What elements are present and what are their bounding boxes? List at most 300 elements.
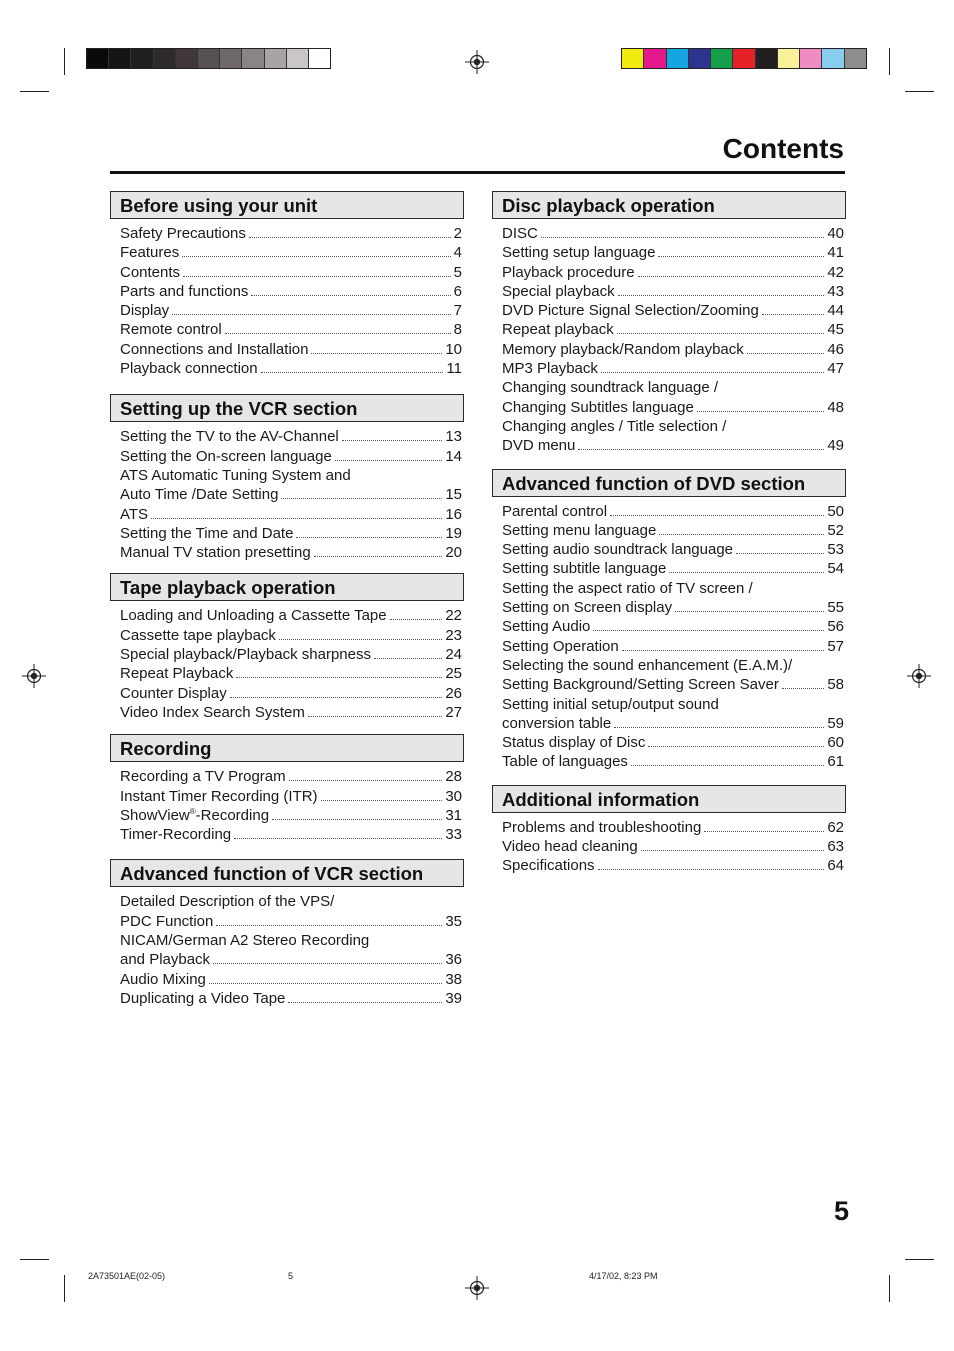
dot-leader <box>675 600 824 612</box>
dot-leader <box>704 820 824 832</box>
toc-section <box>110 859 464 1008</box>
entry-page: 56 <box>827 618 844 636</box>
entry-page: 10 <box>445 340 462 358</box>
entry-label-text: Instant Timer Recording (ITR) <box>120 787 318 805</box>
entry-label-text: Setting menu language <box>502 521 657 539</box>
dot-leader <box>234 827 442 839</box>
crop-mark <box>905 91 934 92</box>
entry-page: 46 <box>827 340 844 358</box>
dot-leader <box>390 608 443 620</box>
toc-entry[interactable] <box>502 398 844 417</box>
entry-label-text: Repeat playback <box>502 321 614 339</box>
entry-label <box>502 224 538 243</box>
entry-list <box>110 762 464 844</box>
entry-page: 64 <box>827 857 844 875</box>
dot-leader <box>659 523 824 535</box>
entry-label <box>502 733 645 752</box>
toc-entry[interactable] <box>120 243 462 262</box>
toc-entry[interactable] <box>502 752 844 771</box>
entry-label-text: conversion table <box>502 714 612 732</box>
toc-entry[interactable] <box>120 767 462 786</box>
toc-entry[interactable] <box>120 301 462 320</box>
entry-label-text: Setting setup language <box>502 244 656 262</box>
entry-label <box>120 626 276 645</box>
toc-entry[interactable] <box>502 243 844 262</box>
page-title: Contents <box>722 133 844 164</box>
entry-page: 4 <box>453 244 462 262</box>
entry-label <box>120 263 180 282</box>
entry-label-text: Specifications <box>502 857 595 875</box>
entry-label <box>120 606 387 625</box>
toc-entry[interactable] <box>120 684 462 703</box>
crop-mark <box>20 91 49 92</box>
entry-page: 20 <box>445 544 462 562</box>
dot-leader <box>614 716 824 728</box>
dot-leader <box>225 322 451 334</box>
swatch <box>265 49 287 68</box>
toc-entry[interactable] <box>120 524 462 543</box>
swatch <box>644 49 666 68</box>
toc-entry[interactable] <box>502 837 844 856</box>
toc-entry[interactable] <box>120 263 462 282</box>
toc-entry[interactable] <box>502 637 844 656</box>
crop-mark <box>889 1275 890 1302</box>
toc-entry[interactable] <box>120 485 462 504</box>
entry-label-text: Setting the On-screen language <box>120 447 332 465</box>
entry-first-line: Selecting the sound enhancement (E.A.M.)/ <box>502 656 793 674</box>
dot-leader <box>321 789 443 801</box>
entry-label <box>120 684 227 703</box>
entry-label-text: Setting the Time and Date <box>120 524 294 542</box>
dot-leader <box>183 265 451 277</box>
swatch <box>154 49 176 68</box>
swatch <box>733 49 755 68</box>
swatch <box>711 49 733 68</box>
swatch <box>667 49 689 68</box>
toc-entry[interactable] <box>502 320 844 339</box>
dot-leader <box>308 705 442 717</box>
entry-label-text: Setting audio soundtrack language <box>502 541 734 559</box>
entry-label-text: Manual TV station presetting <box>120 544 311 562</box>
entry-label <box>502 837 638 856</box>
swatch <box>778 49 800 68</box>
toc-entry[interactable] <box>120 427 462 446</box>
entry-page: 39 <box>445 989 462 1007</box>
entry-label <box>502 340 744 359</box>
toc-entry[interactable] <box>120 359 462 378</box>
entry-page: 40 <box>827 225 844 242</box>
entry-list <box>110 219 464 378</box>
toc-entry[interactable] <box>120 320 462 339</box>
toc-entry[interactable] <box>120 447 462 466</box>
toc-entry[interactable] <box>120 282 462 301</box>
toc-entry[interactable] <box>120 825 462 844</box>
entry-label-text: Playback procedure <box>502 263 635 281</box>
entry-page: 44 <box>827 302 844 320</box>
entry-page: 15 <box>445 486 462 504</box>
entry-page: 62 <box>827 818 844 836</box>
dot-leader <box>296 526 442 538</box>
entry-label-text: Loading and Unloading a Cassette Tape <box>120 607 387 625</box>
entry-label-text: Table of languages <box>502 753 628 771</box>
entry-label-text: Changing Subtitles language <box>502 398 694 416</box>
entry-label <box>502 301 759 320</box>
section-heading: Setting up the VCR section <box>110 394 464 422</box>
entry-label <box>502 320 614 339</box>
entry-first-line: Changing soundtrack language / <box>502 379 718 397</box>
entry-page: 63 <box>827 838 844 856</box>
toc-entry[interactable] <box>502 263 844 282</box>
entry-page: 54 <box>827 560 844 578</box>
dot-leader <box>281 487 442 499</box>
swatch <box>242 49 264 68</box>
dot-leader <box>762 303 825 315</box>
dot-leader <box>598 858 825 870</box>
dot-leader <box>251 284 450 296</box>
entry-label <box>502 282 615 301</box>
entry-page: 24 <box>445 646 462 664</box>
entry-label <box>502 752 628 771</box>
entry-label-text: Video Index Search System <box>120 703 305 721</box>
toc-entry[interactable] <box>502 714 844 733</box>
swatch <box>131 49 153 68</box>
entry-page: 49 <box>827 437 844 455</box>
entry-label-text: Safety Precautions <box>120 225 246 242</box>
entry-list <box>110 422 464 562</box>
section-heading: Additional information <box>492 785 846 813</box>
entry-label-text: and Playback <box>120 951 211 969</box>
dot-leader <box>617 322 825 334</box>
dot-leader <box>736 542 824 554</box>
entry-page: 43 <box>827 282 844 300</box>
entry-label <box>120 703 305 722</box>
entry-label-text: Playback connection <box>120 360 258 378</box>
entry-label <box>502 263 635 282</box>
entry-page: 7 <box>453 302 462 320</box>
entry-label <box>120 806 269 825</box>
toc-entry[interactable] <box>502 436 844 455</box>
dot-leader <box>747 342 825 354</box>
toc-entry[interactable] <box>120 912 462 931</box>
entry-label <box>502 502 607 521</box>
entry-label <box>120 301 169 320</box>
entry-first-line: Setting the aspect ratio of TV screen / <box>502 579 753 597</box>
entry-label-text: Setting Operation <box>502 637 619 655</box>
entry-page: 38 <box>445 970 462 988</box>
swatch <box>309 49 330 68</box>
entry-page: 8 <box>453 321 462 339</box>
dot-leader <box>697 400 824 412</box>
toc-entry[interactable] <box>502 617 844 636</box>
entry-label-text: Setting the TV to the AV-Channel <box>120 428 339 446</box>
section-heading: Advanced function of VCR section <box>110 859 464 887</box>
entry-page: 35 <box>445 912 462 930</box>
dot-leader <box>289 769 443 781</box>
entry-page: 58 <box>827 676 844 694</box>
registration-mark-icon <box>465 1276 489 1300</box>
toc-entry[interactable] <box>120 645 462 664</box>
crop-mark <box>889 48 890 75</box>
footer-doc-code: 2A73501AE(02-05) <box>88 1271 166 1281</box>
toc-entry[interactable] <box>120 626 462 645</box>
entry-label-text: Parental control <box>502 502 608 520</box>
entry-label <box>120 505 148 524</box>
entry-label <box>502 598 672 617</box>
dot-leader <box>182 245 450 257</box>
dot-leader <box>610 504 824 516</box>
entry-label <box>502 398 694 417</box>
toc-right-column <box>492 191 846 876</box>
registration-mark-icon <box>465 50 489 74</box>
entry-list <box>110 887 464 1008</box>
entry-page: 26 <box>445 684 462 702</box>
entry-list <box>492 219 846 456</box>
swatch <box>800 49 822 68</box>
entry-label-text: ShowView <box>120 806 190 824</box>
dot-leader <box>631 754 824 766</box>
toc-entry[interactable] <box>120 703 462 722</box>
entry-page: 31 <box>445 806 462 824</box>
toc-entry[interactable] <box>502 598 844 617</box>
dot-leader <box>151 507 442 519</box>
entry-label-text: Memory playback/Random playback <box>502 340 744 358</box>
entry-page: 13 <box>445 428 462 446</box>
entry-label <box>120 359 258 378</box>
toc-entry[interactable] <box>502 733 844 752</box>
toc-entry[interactable] <box>120 340 462 359</box>
entry-label <box>120 664 233 683</box>
toc-entry[interactable] <box>502 559 844 578</box>
toc-entry[interactable] <box>502 301 844 320</box>
entry-label-suffix: -Recording <box>195 806 270 824</box>
dot-leader <box>618 284 825 296</box>
entry-label <box>502 637 619 656</box>
entry-label <box>120 485 278 504</box>
entry-label-text: Features <box>120 244 180 262</box>
toc-entry[interactable] <box>120 505 462 524</box>
dot-leader <box>230 686 443 698</box>
dot-leader <box>314 545 443 557</box>
entry-label-text: DVD Picture Signal Selection/Zooming <box>502 302 759 320</box>
section-heading: Tape playback operation <box>110 573 464 601</box>
entry-label <box>120 243 179 262</box>
entry-label-text: Display <box>120 302 170 320</box>
toc-entry[interactable] <box>502 675 844 694</box>
entry-label <box>120 912 213 931</box>
dot-leader <box>311 342 442 354</box>
entry-label <box>120 447 332 466</box>
entry-page: 5 <box>453 263 462 281</box>
entry-label-text: PDC Function <box>120 912 214 930</box>
dot-leader <box>335 449 443 461</box>
entry-label-text: Parts and functions <box>120 282 249 300</box>
entry-page: 2 <box>453 225 462 242</box>
toc-entry[interactable] <box>502 224 844 243</box>
toc-entry[interactable] <box>120 664 462 683</box>
entry-label-text: Setting on Screen display <box>502 599 673 617</box>
entry-first-line: NICAM/German A2 Stereo Recording <box>120 932 370 950</box>
dot-leader <box>638 265 825 277</box>
entry-label-text: Timer-Recording <box>120 826 232 844</box>
toc-entry[interactable] <box>120 224 462 243</box>
entry-page: 33 <box>445 826 462 844</box>
dot-leader <box>249 226 451 238</box>
toc-section <box>110 573 464 722</box>
toc-entry[interactable] <box>120 787 462 806</box>
entry-page: 57 <box>827 637 844 655</box>
entry-label-text: Duplicating a Video Tape <box>120 989 286 1007</box>
page-number: 5 <box>834 1196 850 1226</box>
toc-entry[interactable] <box>502 540 844 559</box>
toc-entry[interactable] <box>502 340 844 359</box>
entry-label-text: Setting subtitle language <box>502 560 667 578</box>
entry-page: 14 <box>445 447 462 465</box>
entry-page: 53 <box>827 541 844 559</box>
dot-leader <box>658 245 824 257</box>
dot-leader <box>279 628 442 640</box>
toc-section <box>110 394 464 562</box>
entry-list <box>492 813 846 876</box>
swatch <box>287 49 309 68</box>
entry-list <box>492 497 846 772</box>
toc-section <box>492 785 846 876</box>
entry-label <box>502 540 733 559</box>
entry-label <box>502 675 779 694</box>
entry-label-text: Special playback <box>502 282 615 300</box>
dot-leader <box>648 735 824 747</box>
entry-label <box>120 970 206 989</box>
toc-section <box>492 191 846 456</box>
swatch <box>220 49 242 68</box>
entry-page: 11 <box>446 360 462 378</box>
toc-section <box>110 191 464 378</box>
toc-entry[interactable] <box>120 606 462 625</box>
crop-mark <box>20 1259 49 1260</box>
entry-label-text: Counter Display <box>120 684 227 702</box>
entry-label-text: Audio Mixing <box>120 970 206 988</box>
entry-page: 60 <box>827 734 844 752</box>
grayscale-calibration-bar <box>86 48 331 69</box>
toc-entry[interactable] <box>502 282 844 301</box>
entry-label-text: Video head cleaning <box>502 838 638 856</box>
footer-timestamp: 4/17/02, 8:23 PM <box>589 1271 658 1281</box>
toc-entry[interactable] <box>120 989 462 1008</box>
toc-entry[interactable] <box>502 818 844 837</box>
section-heading: Recording <box>110 734 464 762</box>
toc-entry[interactable] <box>120 806 462 825</box>
registration-mark-icon <box>22 664 46 688</box>
dot-leader <box>601 361 824 373</box>
entry-label <box>120 340 308 359</box>
footer-page: 5 <box>288 1271 294 1281</box>
swatch <box>845 49 866 68</box>
registered-mark: ® <box>189 806 196 816</box>
entry-first-line: Setting initial setup/output sound <box>502 695 719 713</box>
toc-section <box>492 469 846 772</box>
swatch <box>176 49 198 68</box>
entry-page: 28 <box>445 768 462 786</box>
entry-label <box>120 543 311 562</box>
swatch <box>87 49 109 68</box>
entry-page: 47 <box>827 360 844 378</box>
entry-page: 22 <box>445 607 462 625</box>
dot-leader <box>593 619 824 631</box>
entry-label <box>502 818 701 837</box>
entry-page: 41 <box>827 244 844 262</box>
entry-label <box>502 521 656 540</box>
entry-label <box>502 856 595 875</box>
dot-leader <box>261 361 444 373</box>
entry-label <box>120 320 222 339</box>
dot-leader <box>272 808 442 820</box>
toc-entry[interactable] <box>502 502 844 521</box>
entry-label <box>502 436 575 455</box>
entry-page: 25 <box>445 665 462 683</box>
dot-leader <box>374 647 442 659</box>
entry-label-text: Setting Audio <box>502 618 591 636</box>
dot-leader <box>578 438 824 450</box>
entry-page: 19 <box>445 524 462 542</box>
entry-label-text: Auto Time /Date Setting <box>120 486 279 504</box>
entry-page: 61 <box>827 753 844 771</box>
toc-entry[interactable] <box>120 543 462 562</box>
entry-label <box>502 243 655 262</box>
entry-page: 27 <box>445 703 462 721</box>
entry-page: 16 <box>445 505 462 523</box>
entry-label-text: DISC <box>502 225 538 242</box>
dot-leader <box>342 429 443 441</box>
entry-label <box>502 714 611 733</box>
entry-page: 42 <box>827 263 844 281</box>
dot-leader <box>216 914 442 926</box>
registration-mark-icon <box>907 664 931 688</box>
toc-entry[interactable] <box>502 359 844 378</box>
entry-page: 59 <box>827 714 844 732</box>
entry-label <box>120 282 248 301</box>
entry-label-text: Problems and troubleshooting <box>502 818 702 836</box>
entry-label-text: DVD menu <box>502 437 576 455</box>
entry-label-text: Connections and Installation <box>120 340 309 358</box>
toc-entry[interactable] <box>120 950 462 969</box>
toc-entry[interactable] <box>502 521 844 540</box>
entry-list <box>110 601 464 722</box>
toc-entry[interactable] <box>502 856 844 875</box>
entry-label <box>502 559 666 578</box>
entry-label <box>120 825 231 844</box>
section-heading: Disc playback operation <box>492 191 846 219</box>
entry-page: 52 <box>827 521 844 539</box>
section-heading: Before using your unit <box>110 191 464 219</box>
toc-entry[interactable] <box>120 970 462 989</box>
crop-mark <box>64 1275 65 1302</box>
dot-leader <box>782 677 824 689</box>
entry-label-text: Remote control <box>120 321 222 339</box>
section-heading: Advanced function of DVD section <box>492 469 846 497</box>
dot-leader <box>541 226 824 238</box>
swatch <box>622 49 644 68</box>
entry-page: 45 <box>827 321 844 339</box>
entry-label-text: Contents <box>120 263 181 281</box>
dot-leader <box>622 639 825 651</box>
title-rule <box>110 171 845 174</box>
crop-mark <box>64 48 65 75</box>
entry-page: 50 <box>827 502 844 520</box>
entry-label <box>120 767 286 786</box>
entry-label <box>120 950 210 969</box>
dot-leader <box>669 561 824 573</box>
dot-leader <box>209 972 442 984</box>
entry-label-text: Recording a TV Program <box>120 768 286 786</box>
